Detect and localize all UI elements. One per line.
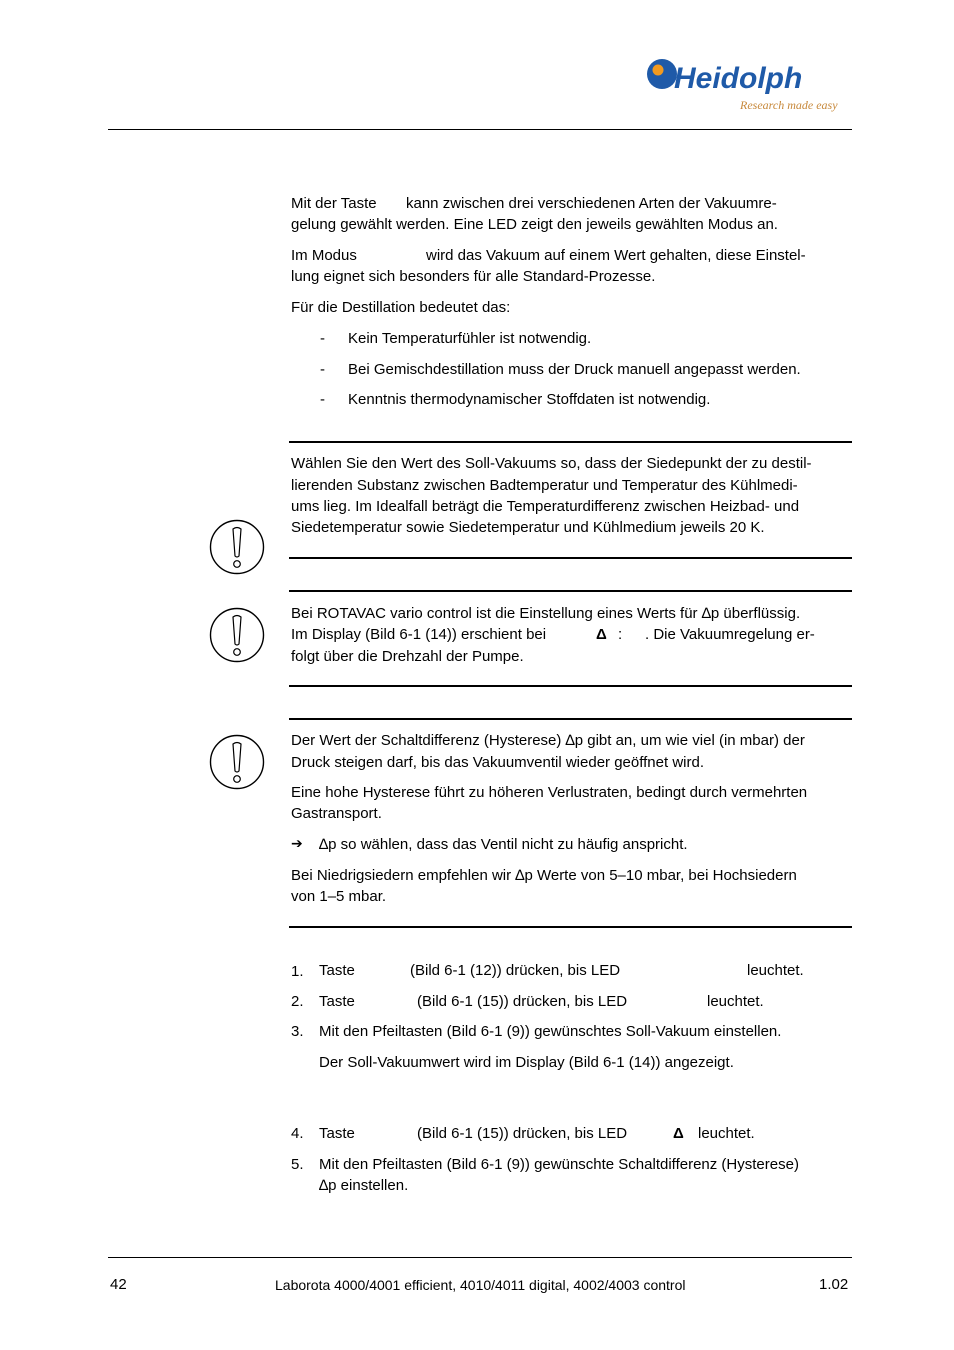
step-text: Taste: [319, 993, 355, 1010]
note3-line: Druck steigen darf, bis das Vakuumventil wieder geöffnet wird.: [291, 754, 704, 771]
step-text: leuchtet.: [698, 1125, 755, 1142]
arrow-icon: ➔: [291, 836, 303, 852]
note3-arrow-text: ∆p so wählen, dass das Ventil nicht zu häufig anspricht.: [319, 836, 688, 853]
note3-line: Bei Niedrigsiedern empfehlen wir ∆p Werte von 5–10 mbar, bei Hochsiedern: [291, 867, 797, 884]
note1-line: lierenden Substanz zwischen Badtemperatur und Temperatur des Kühlmedi-: [291, 477, 798, 494]
step-number: 5.: [291, 1156, 304, 1173]
bullet-item: Kein Temperaturfühler ist notwendig.: [348, 330, 592, 347]
colon-symbol: :: [618, 626, 623, 643]
note2-line2-start: Im Display (Bild 6-1 (14)) erschient bei: [291, 626, 547, 643]
p1-line1-end: kann zwischen drei verschiedenen Arten der Vakuumre-: [406, 195, 777, 212]
logo-circle-icon: [647, 59, 677, 89]
exclamation-icon: [208, 733, 266, 791]
bullet-marker: -: [320, 391, 325, 408]
bullet-marker: -: [320, 361, 325, 378]
logo-tagline: Research made easy: [740, 98, 838, 112]
note3-line: Der Wert der Schaltdifferenz (Hysterese) ∆p gibt an, um wie viel (in mbar) der: [291, 732, 805, 749]
note1-line: Siedetemperatur sowie Siedetemperatur und Kühlmedium jeweils 20 K.: [291, 519, 765, 536]
step-text: leuchtet.: [707, 993, 764, 1010]
footer-title: Laborota 4000/4001 efficient, 4010/4011 digital, 4002/4003 control: [275, 1277, 686, 1293]
step-number: 1.: [291, 963, 304, 980]
step-text: Mit den Pfeiltasten (Bild 6-1 (9)) gewünschte Schaltdifferenz (Hysterese): [319, 1156, 799, 1173]
note3-line: Gastransport.: [291, 805, 382, 822]
note2-line2-end: . Die Vakuumregelung er-: [645, 626, 815, 643]
step-text: (Bild 6-1 (12)) drücken, bis LED: [410, 962, 621, 979]
p2-line2: lung eignet sich besonders für alle Standard-Prozesse.: [291, 268, 656, 285]
note1-bottom-rule: [289, 557, 852, 559]
delta-symbol: Δ: [596, 626, 607, 643]
exclamation-icon: [208, 518, 266, 576]
step-text: Mit den Pfeiltasten (Bild 6-1 (9)) gewünschtes Soll-Vakuum einstellen.: [319, 1023, 782, 1040]
delta-symbol: Δ: [673, 1125, 684, 1142]
p1-line2: gelung gewählt werden. Eine LED zeigt den jeweils gewählten Modus an.: [291, 216, 778, 233]
note1-top-rule: [289, 441, 852, 443]
step-note: Der Soll-Vakuumwert wird im Display (Bild 6-1 (14)) angezeigt.: [319, 1054, 734, 1071]
p1-line1-start: Mit der Taste: [291, 195, 377, 212]
step-text: Taste: [319, 1125, 355, 1142]
bullet-item: Bei Gemischdestillation muss der Druck manuell angepasst werden.: [348, 361, 801, 378]
heidolph-logo: [644, 52, 858, 114]
note3-top-rule: [289, 718, 852, 720]
note2-bottom-rule: [289, 685, 852, 687]
bullet-marker: -: [320, 330, 325, 347]
note2-line: Bei ROTAVAC vario control ist die Einstellung eines Werts für ∆p überflüssig.: [291, 605, 801, 622]
step-text: leuchtet.: [747, 962, 804, 979]
header-rule: [108, 129, 852, 130]
footer-version: 1.02: [819, 1276, 849, 1293]
step-text: ∆p einstellen.: [319, 1177, 409, 1194]
note2-top-rule: [289, 590, 852, 592]
note3-line: Eine hohe Hysterese führt zu höheren Verlustraten, bedingt durch vermehrten: [291, 784, 808, 801]
note3-bottom-rule: [289, 926, 852, 928]
bullet-item: Kenntnis thermodynamischer Stoffdaten ist notwendig.: [348, 391, 711, 408]
note1-line: ums lieg. Im Idealfall beträgt die Temperaturdifferenz zwischen Heizbad- und: [291, 498, 800, 515]
step-text: Taste: [319, 962, 355, 979]
step-number: 2.: [291, 993, 304, 1010]
step-text: (Bild 6-1 (15)) drücken, bis LED: [417, 1125, 628, 1142]
exclamation-icon: [208, 606, 266, 664]
p2-line1-end: wird das Vakuum auf einem Wert gehalten, diese Einstel-: [426, 247, 806, 264]
step-number: 3.: [291, 1023, 304, 1040]
footer-rule: [108, 1257, 852, 1258]
logo-wordmark: Heidolph: [674, 62, 803, 95]
p3: Für die Destillation bedeutet das:: [291, 299, 511, 316]
note2-line3: folgt über die Drehzahl der Pumpe.: [291, 648, 524, 665]
p2-line1-start: Im Modus: [291, 247, 357, 264]
step-number: 4.: [291, 1125, 304, 1142]
step-text: (Bild 6-1 (15)) drücken, bis LED: [417, 993, 628, 1010]
page-number: 42: [110, 1276, 127, 1293]
note1-line: Wählen Sie den Wert des Soll-Vakuums so, dass der Siedepunkt der zu destil-: [291, 455, 812, 472]
note3-line: von 1–5 mbar.: [291, 888, 387, 905]
logo-dot-icon: [653, 65, 664, 76]
